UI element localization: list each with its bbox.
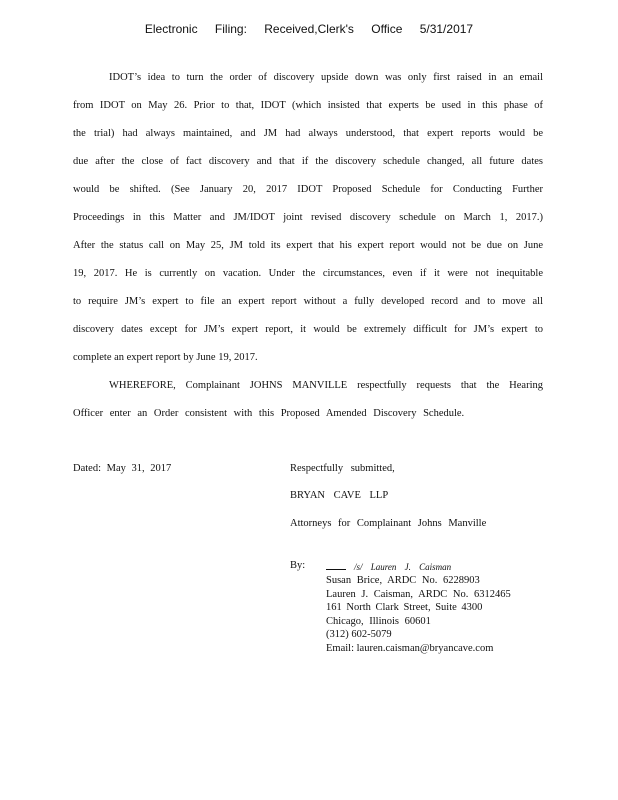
respectfully-submitted: Respectfully submitted, <box>290 463 395 474</box>
signer-line-1: Susan Brice, ARDC No. 6228903 <box>326 575 480 586</box>
para1-line-11: complete an expert report by June 19, 2017. <box>73 352 258 363</box>
para1-line-2: from IDOT on May 26. Prior to that, IDOT (which insisted that experts be used in this phase of <box>73 100 543 111</box>
signer-email: Email: lauren.caisman@bryancave.com <box>326 642 494 654</box>
attorneys-for: Attorneys for Complainant Johns Manville <box>290 518 487 529</box>
para1-line-9: to require JM’s expert to file an expert report without a fully developed record and to move all <box>73 296 543 307</box>
para1-line-4: due after the close of fact discovery and that if the discovery schedule changed, all future dates <box>73 156 543 167</box>
signer-line-2: Lauren J. Caisman, ARDC No. 6312465 <box>326 588 511 600</box>
dated-line: Dated: May 31, 2017 <box>73 463 172 474</box>
filing-header: Electronic Filing: Received,Clerk's Office 5/31/2017 <box>144 22 474 36</box>
signer-block <box>326 574 511 655</box>
para1-line-1: IDOT’s idea to turn the order of discovery upside down was only first raised in an email <box>109 72 543 83</box>
signer-line-4: Chicago, Illinois 60601 <box>326 615 431 627</box>
para1-line-10: discovery dates except for JM’s expert report, it would be extremely difficult for JM’s expert to <box>73 324 543 335</box>
para1-line-7: After the status call on May 25, JM told its expert that his expert report would not be due on June <box>73 240 543 251</box>
signature: /s/ Lauren J. Caisman <box>354 562 452 572</box>
para1-line-3: the trial) had always maintained, and JM had always understood, that expert reports would be <box>73 128 543 139</box>
para1-line-5: would be shifted. (See January 20, 2017 IDOT Proposed Schedule for Conducting Further <box>73 184 543 195</box>
signer-line-5: (312) 602-5079 <box>326 629 392 640</box>
para1-line-8: 19, 2017. He is currently on vacation. Under the circumstances, even if it were not inequitable <box>73 268 543 279</box>
signer-line-3: 161 North Clark Street, Suite 4300 <box>326 602 483 613</box>
firm-name: BRYAN CAVE LLP <box>290 490 389 501</box>
by-label: By: <box>290 560 306 571</box>
para2-line-1: WHEREFORE, Complainant JOHNS MANVILLE respectfully requests that the Hearing <box>109 380 543 391</box>
signature-row <box>326 561 451 573</box>
signature-underline <box>326 561 346 570</box>
para1-line-6: Proceedings in this Matter and JM/IDOT joint revised discovery schedule on March 1, 2017.) <box>73 212 543 223</box>
para2-line-2: Officer enter an Order consistent with this Proposed Amended Discovery Schedule. <box>73 408 465 419</box>
